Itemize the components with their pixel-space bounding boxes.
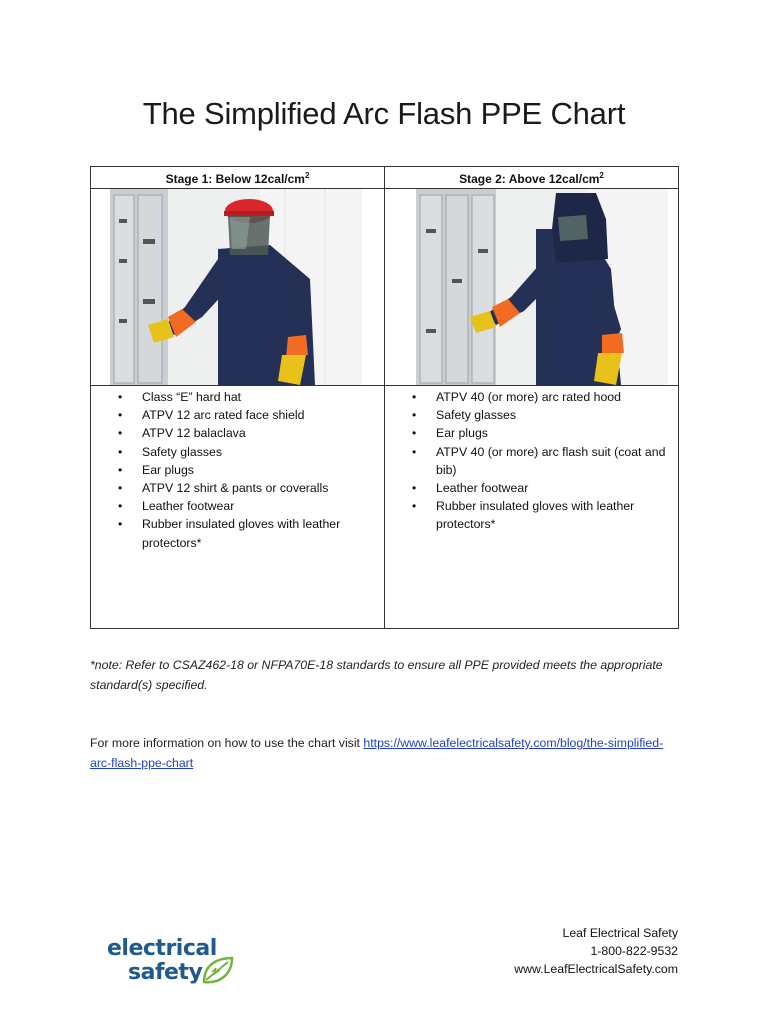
contact-block (514, 924, 678, 978)
list-item: • Class “E” hard hat (115, 388, 372, 406)
logo-line-2: safety (128, 960, 203, 985)
list-item: • ATPV 12 balaclava (115, 424, 372, 442)
stage-1-photo (110, 189, 362, 385)
standards-note: *note: Refer to CSAZ462-18 or NFPA70E-18 standards to ensure all PPE provided meets the appropriate standard(s) specified. (90, 658, 663, 692)
stage-2-list-cell (385, 386, 679, 629)
list-item: • ATPV 40 (or more) arc rated hood (409, 388, 666, 406)
list-item: • Ear plugs (115, 461, 372, 479)
list-item: • Safety glasses (409, 406, 666, 424)
page-title: The Simplified Arc Flash PPE Chart (142, 96, 626, 131)
more-info-text: For more information on how to use the chart visit (90, 736, 364, 750)
list-item: • Leather footwear (115, 497, 372, 515)
logo-line-1: electrical (107, 936, 217, 961)
stage-1-photo-cell (91, 189, 385, 386)
ppe-chart-table (90, 166, 679, 629)
stage-2-photo-cell (385, 189, 679, 386)
list-item: • Ear plugs (409, 424, 666, 442)
list-item: • Safety glasses (115, 443, 372, 461)
stage-1-header: Stage 1: Below $12cal/cm^2$ (91, 167, 385, 189)
list-item: • Leather footwear (409, 479, 666, 497)
more-info-paragraph (90, 734, 680, 773)
list-item: • ATPV 12 shirt & pants or coveralls (115, 479, 372, 497)
website-url: www.LeafElectricalSafety.com (514, 962, 678, 976)
blog-link[interactable]: https://www.leafelectricalsafety.com/blog/the-simplified-arc-flash-ppe-chart (90, 736, 664, 770)
stage-1-ppe-list (91, 386, 384, 552)
stage-2-header: Stage 2: Above $12cal/cm^2$ (385, 167, 679, 189)
list-item: • Rubber insulated gloves with leather protectors* (115, 515, 372, 551)
list-item: • ATPV 12 arc rated face shield (115, 406, 372, 424)
stage-1-list-cell (91, 386, 385, 629)
list-item: • ATPV 40 (or more) arc flash suit (coat and bib) (409, 443, 666, 479)
stage-2-ppe-list (385, 386, 678, 534)
company-name: Leaf Electrical Safety (562, 926, 678, 940)
electrical-safety-logo (106, 934, 236, 988)
stage-2-photo (416, 189, 668, 385)
list-item: • Rubber insulated gloves with leather protectors* (409, 497, 666, 533)
phone-number: 1-800-822-9532 (590, 944, 678, 958)
leaf-icon (204, 958, 232, 982)
